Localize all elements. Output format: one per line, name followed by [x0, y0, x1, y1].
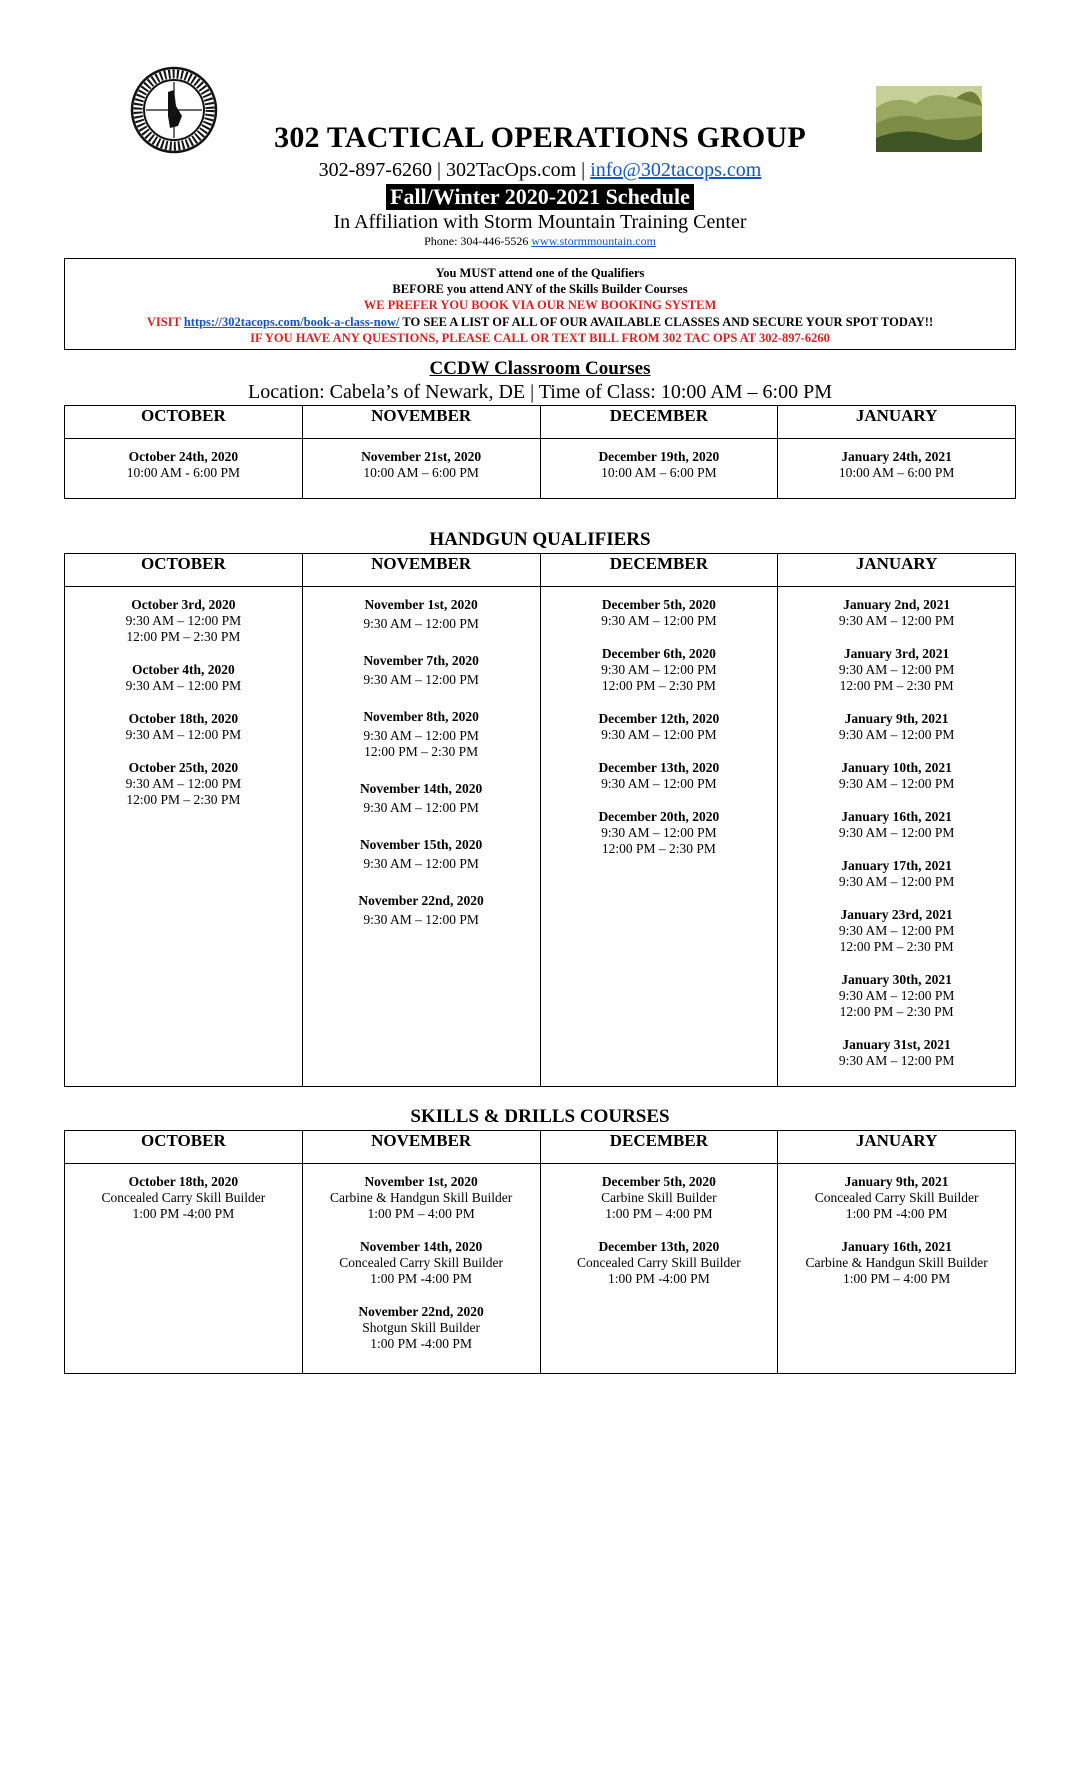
class-detail: Carbine Skill Builder [601, 1190, 717, 1205]
class-date: January 31st, 2021 [842, 1037, 951, 1052]
class-detail: Carbine & Handgun Skill Builder [330, 1190, 513, 1205]
class-detail: Concealed Carry Skill Builder [576, 1255, 741, 1270]
class-entry [780, 907, 1013, 955]
month-header-november: NOVEMBER [302, 406, 540, 439]
notice-box [64, 258, 1016, 350]
month-column-december [540, 1164, 778, 1374]
class-detail: 9:30 AM – 12:00 PM [838, 662, 955, 677]
class-entry [780, 449, 1013, 481]
month-column-november [302, 1164, 540, 1374]
month-column-october [65, 1164, 303, 1374]
class-entry [305, 1239, 538, 1287]
class-entry [780, 858, 1013, 890]
class-detail: 9:30 AM – 12:00 PM [363, 856, 479, 871]
class-entry [67, 662, 300, 694]
class-detail: 9:30 AM – 12:00 PM [363, 672, 479, 687]
class-detail: 9:30 AM – 12:00 PM [601, 613, 717, 628]
visit-suffix: TO SEE A LIST OF ALL OF OUR AVAILABLE CLASSES AND SECURE YOUR SPOT TODAY!! [402, 314, 934, 329]
month-header-november: NOVEMBER [302, 554, 540, 587]
page-header [0, 120, 1080, 248]
contact-prefix: 302-897-6260 | 302TacOps.com | [318, 159, 586, 181]
month-column-november [302, 439, 540, 499]
class-date: January 9th, 2021 [844, 1174, 949, 1189]
ccdw-title: CCDW Classroom Courses [429, 358, 651, 379]
org-title: 302 TACTICAL OPERATIONS GROUP [274, 121, 806, 154]
month-header-october: OCTOBER [65, 1131, 303, 1164]
class-entry [780, 1037, 1013, 1069]
class-date: December 20th, 2020 [598, 809, 720, 824]
month-column-december [540, 587, 778, 1087]
affiliation-line: In Affiliation with Storm Mountain Training Center [333, 211, 747, 233]
class-detail: 1:00 PM -4:00 PM [132, 1206, 235, 1221]
class-detail: 10:00 AM - 6:00 PM [126, 465, 241, 480]
class-detail: 1:00 PM -4:00 PM [370, 1271, 472, 1286]
ccdw-body-row [65, 439, 1016, 499]
handgun-table [64, 553, 1016, 1087]
class-entry [305, 1304, 538, 1352]
class-detail: Carbine & Handgun Skill Builder [805, 1255, 988, 1270]
class-detail: 9:30 AM – 12:00 PM [838, 923, 955, 938]
month-column-january [778, 1164, 1016, 1374]
ccdw-table [64, 405, 1016, 499]
month-column-november [302, 587, 540, 1087]
class-detail: 10:00 AM – 6:00 PM [363, 465, 479, 480]
class-entry [67, 711, 300, 743]
class-detail: 12:00 PM – 2:30 PM [839, 678, 954, 693]
month-header-december: DECEMBER [540, 554, 778, 587]
skills-header-row [65, 1131, 1016, 1164]
class-date: November 7th, 2020 [363, 653, 479, 668]
phone-line [0, 234, 1080, 248]
class-date: December 5th, 2020 [601, 1174, 716, 1189]
class-date: November 22nd, 2020 [358, 893, 484, 908]
class-detail: 9:30 AM – 12:00 PM [601, 727, 717, 742]
skills-table [64, 1130, 1016, 1374]
class-entry [305, 781, 538, 816]
class-date: December 13th, 2020 [598, 760, 720, 775]
class-detail: 12:00 PM – 2:30 PM [839, 939, 954, 954]
class-detail: Concealed Carry Skill Builder [339, 1255, 504, 1270]
month-header-december: DECEMBER [540, 406, 778, 439]
handgun-header-row [65, 554, 1016, 587]
class-entry [67, 1174, 300, 1222]
class-detail: 12:00 PM – 2:30 PM [126, 629, 241, 644]
visit-label: VISIT [146, 314, 181, 329]
class-entry [780, 1239, 1013, 1287]
class-date: January 16th, 2021 [841, 809, 952, 824]
class-entry [305, 449, 538, 481]
class-date: January 16th, 2021 [841, 1239, 952, 1254]
class-entry [780, 597, 1013, 629]
class-entry [543, 646, 776, 694]
class-detail: 9:30 AM – 12:00 PM [838, 825, 955, 840]
skills-title: SKILLS & DRILLS COURSES [410, 1106, 670, 1127]
class-detail: 9:30 AM – 12:00 PM [601, 776, 717, 791]
notice-line-3: WE PREFER YOU BOOK VIA OUR NEW BOOKING SYSTEM [363, 298, 717, 313]
class-detail: 9:30 AM – 12:00 PM [125, 727, 242, 742]
class-entry [305, 709, 538, 760]
class-detail: 9:30 AM – 12:00 PM [363, 728, 479, 743]
class-entry [67, 760, 300, 808]
class-entry [780, 646, 1013, 694]
class-detail: 12:00 PM – 2:30 PM [601, 678, 716, 693]
class-date: January 23rd, 2021 [840, 907, 953, 922]
month-header-october: OCTOBER [65, 554, 303, 587]
class-date: November 22nd, 2020 [358, 1304, 484, 1319]
class-detail: 1:00 PM – 4:00 PM [605, 1206, 713, 1221]
class-detail: 10:00 AM – 6:00 PM [601, 465, 717, 480]
class-date: November 14th, 2020 [359, 781, 483, 796]
contact-line [0, 158, 1080, 182]
notice-line-1: You MUST attend one of the Qualifiers [435, 266, 645, 280]
month-header-october: OCTOBER [65, 406, 303, 439]
class-detail: 9:30 AM – 12:00 PM [601, 662, 717, 677]
class-date: January 3rd, 2021 [843, 646, 950, 661]
class-detail: 9:30 AM – 12:00 PM [363, 800, 479, 815]
class-detail: 1:00 PM – 4:00 PM [842, 1271, 951, 1286]
month-column-october [65, 587, 303, 1087]
class-date: October 3rd, 2020 [131, 597, 236, 612]
class-date: October 24th, 2020 [128, 449, 239, 464]
class-detail: 9:30 AM – 12:00 PM [125, 613, 242, 628]
notice-line-2: BEFORE you attend ANY of the Skills Builder Courses [392, 282, 688, 297]
class-detail: 9:30 AM – 12:00 PM [363, 616, 479, 631]
class-date: January 9th, 2021 [844, 711, 949, 726]
class-entry [305, 893, 538, 928]
class-detail: 1:00 PM -4:00 PM [608, 1271, 710, 1286]
class-detail: 9:30 AM – 12:00 PM [838, 988, 955, 1003]
class-date: November 15th, 2020 [359, 837, 483, 852]
month-header-december: DECEMBER [540, 1131, 778, 1164]
notice-line-4 [65, 314, 1015, 330]
class-date: December 5th, 2020 [601, 597, 716, 612]
class-detail: 9:30 AM – 12:00 PM [838, 613, 955, 628]
class-detail: 12:00 PM – 2:30 PM [839, 1004, 954, 1019]
class-detail: 9:30 AM – 12:00 PM [838, 1053, 955, 1068]
class-date: December 12th, 2020 [598, 711, 720, 726]
month-header-november: NOVEMBER [302, 1131, 540, 1164]
class-entry [305, 653, 538, 688]
class-detail: Concealed Carry Skill Builder [101, 1190, 266, 1205]
month-header-january: JANUARY [778, 1131, 1016, 1164]
class-date: October 25th, 2020 [128, 760, 239, 775]
class-date: November 1st, 2020 [364, 597, 478, 612]
class-date: January 17th, 2021 [841, 858, 952, 873]
booking-link[interactable]: https://302tacops.com/book-a-class-now/ [183, 314, 400, 329]
class-detail: 9:30 AM – 12:00 PM [125, 678, 242, 693]
class-entry [543, 809, 776, 857]
class-entry [780, 1174, 1013, 1222]
class-entry [305, 837, 538, 872]
class-date: December 13th, 2020 [598, 1239, 720, 1254]
class-entry [543, 1239, 776, 1287]
class-date: January 24th, 2021 [841, 449, 952, 464]
class-detail: 12:00 PM – 2:30 PM [126, 792, 241, 807]
class-detail: 9:30 AM – 12:00 PM [838, 776, 955, 791]
class-date: November 1st, 2020 [364, 1174, 478, 1189]
class-detail: 12:00 PM – 2:30 PM [364, 744, 479, 759]
class-detail: 9:30 AM – 12:00 PM [125, 776, 242, 791]
class-detail: Concealed Carry Skill Builder [814, 1190, 979, 1205]
class-detail: 10:00 AM – 6:00 PM [838, 465, 955, 480]
storm-mountain-link[interactable]: www.stormmountain.com [531, 234, 656, 248]
month-column-october [65, 439, 303, 499]
class-entry [780, 809, 1013, 841]
class-entry [780, 760, 1013, 792]
handgun-title: HANDGUN QUALIFIERS [429, 529, 651, 550]
class-date: November 21st, 2020 [361, 449, 482, 464]
class-entry [780, 711, 1013, 743]
class-date: January 30th, 2021 [841, 972, 952, 987]
class-detail: 1:00 PM – 4:00 PM [367, 1206, 475, 1221]
month-column-january [778, 439, 1016, 499]
class-detail: Shotgun Skill Builder [362, 1320, 480, 1335]
notice-line-5: IF YOU HAVE ANY QUESTIONS, PLEASE CALL OR TEXT BILL FROM 302 TAC OPS AT 302-897-6260 [250, 330, 830, 345]
class-date: January 10th, 2021 [841, 760, 952, 775]
class-entry [543, 760, 776, 792]
month-column-december [540, 439, 778, 499]
month-header-january: JANUARY [778, 406, 1016, 439]
month-header-january: JANUARY [778, 554, 1016, 587]
class-date: November 14th, 2020 [359, 1239, 483, 1254]
class-entry [67, 449, 300, 481]
month-column-january [778, 587, 1016, 1087]
skills-body-row [65, 1164, 1016, 1374]
class-entry [305, 1174, 538, 1222]
class-date: November 8th, 2020 [363, 709, 479, 724]
class-detail: 9:30 AM – 12:00 PM [838, 727, 955, 742]
ccdw-location: Location: Cabela’s of Newark, DE | Time of Class: 10:00 AM – 6:00 PM [248, 381, 832, 403]
class-date: October 4th, 2020 [131, 662, 235, 677]
class-entry [780, 972, 1013, 1020]
class-date: December 6th, 2020 [601, 646, 716, 661]
class-date: December 19th, 2020 [598, 449, 720, 464]
class-detail: 9:30 AM – 12:00 PM [363, 912, 479, 927]
class-entry [543, 1174, 776, 1222]
class-date: October 18th, 2020 [128, 711, 239, 726]
class-detail: 12:00 PM – 2:30 PM [601, 841, 716, 856]
class-detail: 1:00 PM -4:00 PM [845, 1206, 948, 1221]
class-detail: 9:30 AM – 12:00 PM [601, 825, 717, 840]
class-date: October 18th, 2020 [128, 1174, 239, 1189]
class-entry [67, 597, 300, 645]
email-link[interactable]: info@302tacops.com [590, 159, 762, 181]
phone-prefix: Phone: 304-446-5526 [424, 234, 529, 248]
class-date: January 2nd, 2021 [843, 597, 951, 612]
class-detail: 9:30 AM – 12:00 PM [838, 874, 955, 889]
class-entry [543, 711, 776, 743]
class-entry [305, 597, 538, 632]
class-entry [543, 597, 776, 629]
class-detail: 1:00 PM -4:00 PM [370, 1336, 472, 1351]
handgun-body-row [65, 587, 1016, 1087]
schedule-banner: Fall/Winter 2020-2021 Schedule [386, 184, 694, 210]
class-entry [543, 449, 776, 481]
ccdw-header-row [65, 406, 1016, 439]
